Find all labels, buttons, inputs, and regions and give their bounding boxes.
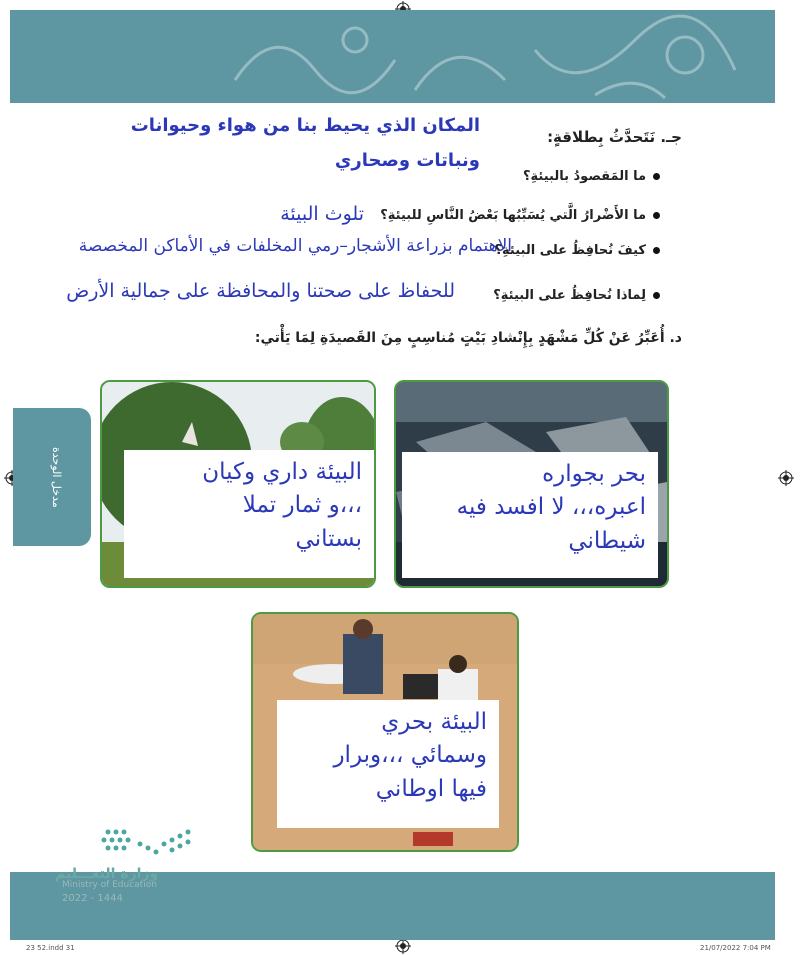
ministry-name-en: Ministry of Education <box>62 880 157 890</box>
question-2: ما الأَضْرارُ الَّتي يُسَبِّبُها بَعْضُ النَّاسِ للبيئةِ؟ <box>380 208 660 223</box>
registration-mark-icon <box>395 938 411 954</box>
card-desert <box>251 612 519 852</box>
header-band <box>10 10 775 103</box>
card-sea-text: بحر بجواره اعبره،،، لا افسد فيه شيطاني <box>402 452 658 578</box>
question-4: لِماذا نُحافِظُ على البيئةِ؟ <box>493 288 660 303</box>
ministry-name-ar: وزارة التعـــليم <box>55 866 159 882</box>
bullet-icon <box>653 173 660 180</box>
bullet-icon <box>653 247 660 254</box>
print-slug-file: 23 52.indd 31 <box>26 944 75 952</box>
bullet-icon <box>653 212 660 219</box>
card-sea <box>394 380 669 588</box>
print-slug-date: 21/07/2022 7:04 PM <box>700 944 771 952</box>
answer-4: للحفاظ على صحتنا والمحافظة على جمالية الأرض <box>66 280 455 302</box>
ministry-year: 2022 - 1444 <box>62 893 123 904</box>
side-tab <box>13 408 91 546</box>
exercise-d-label: د. أُعَبِّرُ عَنْ كُلِّ مَشْهَدٍ بِإِنْشادِ بَيْتٍ مُناسِبٍ مِنَ القَصيدَةِ لِمَا يَأْتي: <box>254 330 682 346</box>
question-3: كيفَ نُحافِظُ على البيئةِ؟ <box>494 243 660 258</box>
answer-2: تلوث البيئة <box>280 203 364 225</box>
card-garden <box>100 380 376 588</box>
calligraphy-pattern <box>215 10 775 103</box>
answer-1: المكان الذي يحيط بنا من هواء وحيوانات <box>130 115 480 136</box>
bullet-icon <box>653 292 660 299</box>
answer-1-line2: ونباتات وصحاري <box>334 150 480 171</box>
exercise-j-label: جـ. نَتَحدَّثُ بِطلاقةٍ: <box>547 128 682 146</box>
side-tab-label: مدخل الوحدة <box>50 446 63 508</box>
card-desert-text: البيئة بحري وسمائي ،،،وبرار فيها اوطاني <box>277 700 499 828</box>
card-garden-text: البيئة داري وكيان ،،،و ثمار تملا بستاني <box>124 450 374 578</box>
registration-mark-icon <box>778 470 794 486</box>
ministry-logo-icon <box>100 826 195 862</box>
question-1: ما المَقصودُ بالبيئةِ؟ <box>523 169 660 184</box>
answer-3: الاهتمام بزراعة الأشجار–رمي المخلفات في الأماكن المخصصة <box>78 236 512 256</box>
